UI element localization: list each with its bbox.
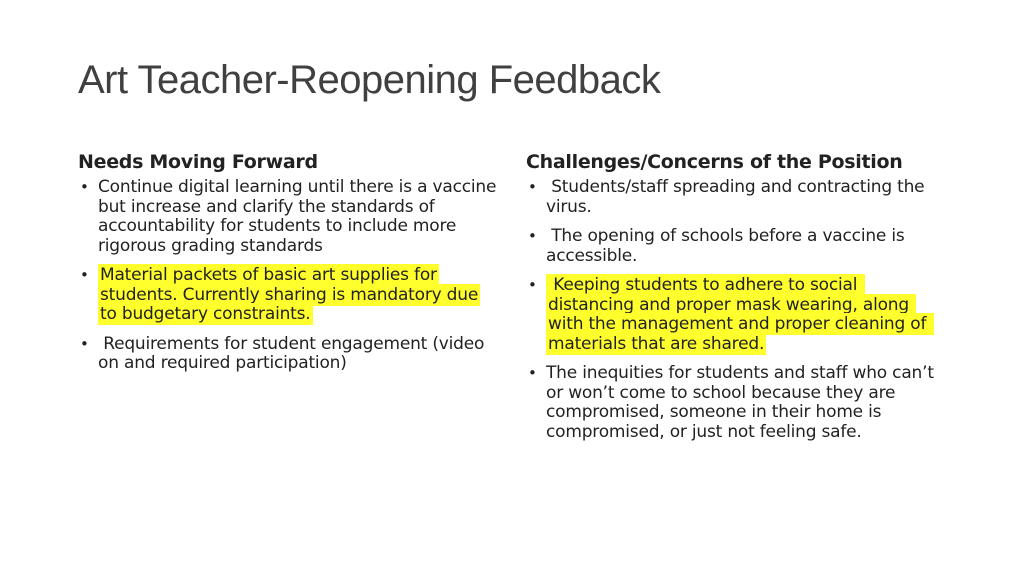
bullet-icon: • bbox=[80, 334, 89, 353]
highlighted-text: Keeping students to adhere to social distancing and proper mask wearing, along with the management and proper cleaning of materials that are shared. bbox=[548, 275, 932, 354]
list-item bbox=[526, 227, 946, 266]
list-item-text: The opening of schools before a vaccine is accessible. bbox=[546, 226, 910, 266]
bullet-icon: • bbox=[528, 227, 537, 245]
list-item bbox=[78, 335, 498, 374]
bullet-icon: • bbox=[80, 178, 89, 196]
list-item-text: Continue digital learning until there is a vaccine but increase and clarify the standards of accountability for students to include more rigorous grading standards bbox=[98, 177, 497, 256]
list-item bbox=[526, 364, 946, 442]
list-item bbox=[78, 178, 498, 256]
bullet-icon: • bbox=[80, 266, 89, 284]
list-item-text: The inequities for students and staff who can’t or won’t come to school because they are compromised, someone in their home is compromised, or just not feeling safe. bbox=[546, 363, 934, 442]
highlighted-text: Material packets of basic art supplies for students. Currently sharing is mandatory due to budgetary constraints. bbox=[100, 265, 479, 324]
challenges-list bbox=[526, 178, 946, 442]
bullet-icon: • bbox=[528, 276, 537, 294]
list-item bbox=[78, 266, 498, 325]
slide-title: Art Teacher-Reopening Feedback bbox=[78, 58, 661, 102]
bullet-icon: • bbox=[528, 178, 537, 196]
needs-column bbox=[78, 148, 498, 384]
challenges-heading: Challenges/Concerns of the Position bbox=[526, 151, 903, 173]
challenges-column bbox=[526, 148, 946, 452]
bullet-icon: • bbox=[528, 364, 537, 382]
list-item bbox=[526, 276, 946, 354]
needs-list bbox=[78, 178, 498, 374]
list-item-text: Students/staff spreading and contracting the virus. bbox=[546, 177, 930, 217]
list-item-text: Requirements for student engagement (video on and required participation) bbox=[98, 333, 490, 373]
needs-heading: Needs Moving Forward bbox=[78, 151, 318, 173]
list-item bbox=[526, 178, 946, 217]
